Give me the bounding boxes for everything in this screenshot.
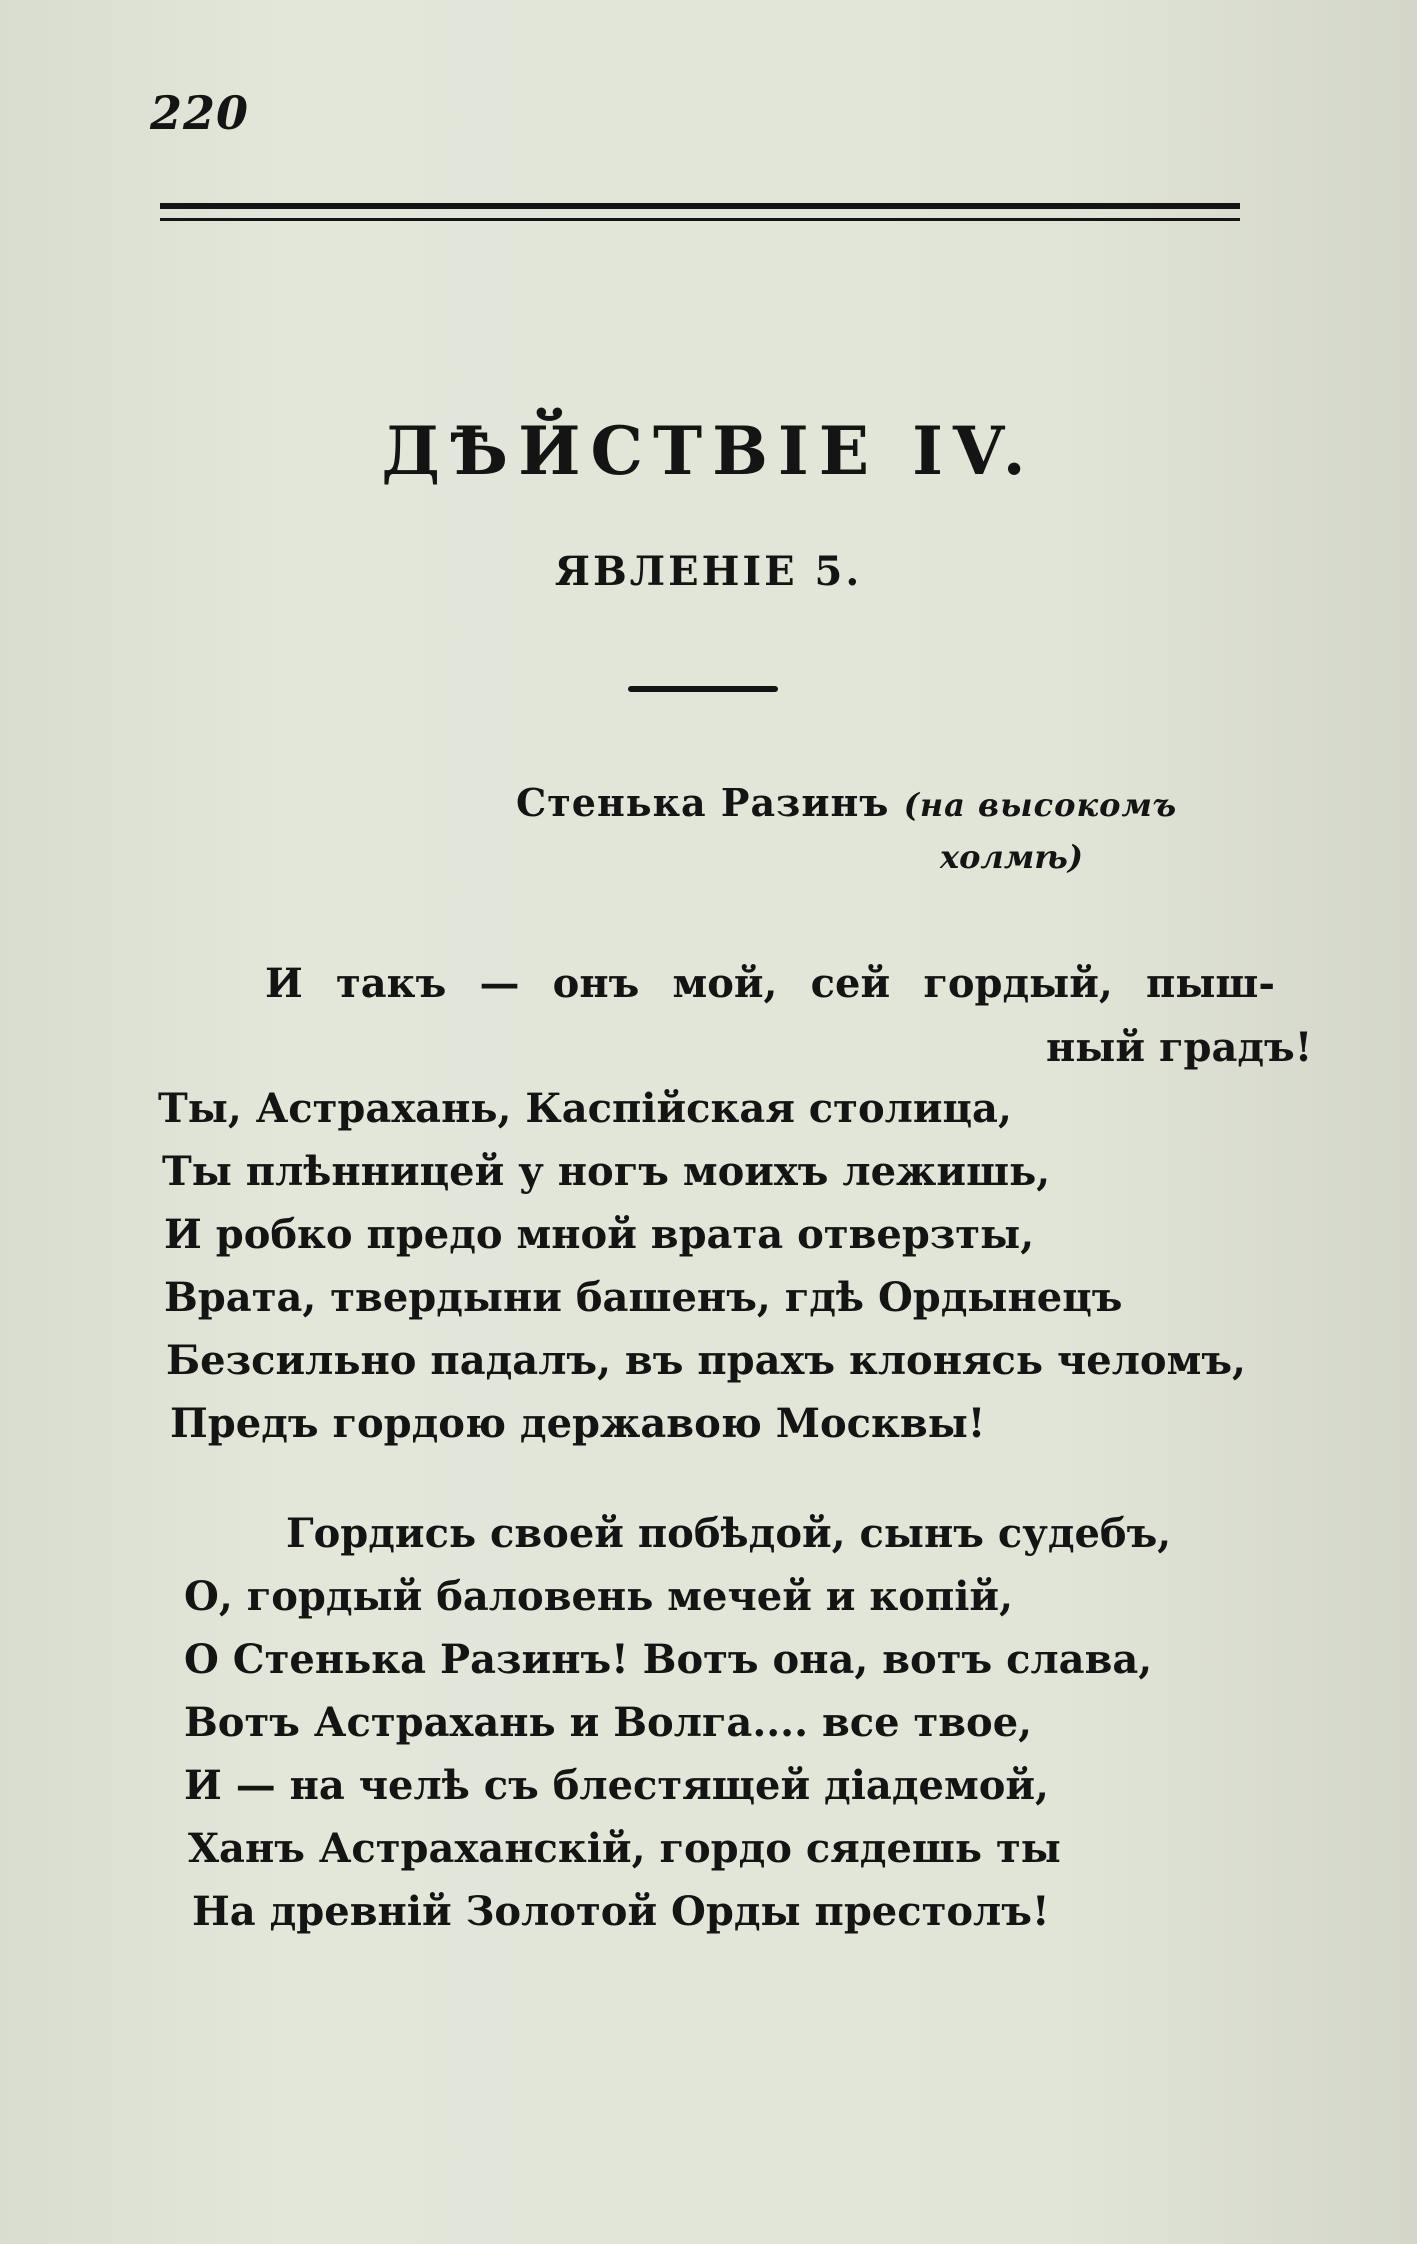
verse-line: Гордись своей побѣдой, сынъ судебъ, (286, 1510, 1172, 1557)
verse-line: Ты плѣнницей у ногъ моихъ лежишь, (162, 1148, 1051, 1195)
verse-line: Вотъ Астрахань и Волга.... все твое, (184, 1699, 1033, 1746)
verse-line: И такъ — онъ мой, сей гордый, пыш- (265, 960, 1275, 1007)
stage-direction-cont: холмѣ) (940, 838, 1083, 876)
section-divider (628, 686, 778, 692)
verse-line: Ты, Астрахань, Каспійская столица, (158, 1085, 1012, 1132)
verse-line: О, гордый баловень мечей и копій, (184, 1573, 1014, 1620)
verse-line: Ханъ Астраханскій, гордо сядешь ты (188, 1825, 1061, 1872)
page-number: 220 (150, 86, 250, 140)
header-rule-thick (160, 203, 1240, 209)
speaker-line (516, 780, 1177, 825)
verse-line: О Стенька Разинъ! Вотъ она, вотъ слава, (184, 1636, 1153, 1683)
stage-direction: (на высокомъ (903, 786, 1178, 824)
verse-line: И робко предо мной врата отверзты, (164, 1211, 1035, 1258)
act-title: ДѢЙСТВІЕ IV. (381, 412, 1036, 490)
header-rule-thin (160, 218, 1240, 221)
verse-line: Безсильно падалъ, въ прахъ клонясь челомъ, (166, 1337, 1246, 1384)
verse-line: Предъ гордою державою Москвы! (170, 1400, 986, 1447)
speaker-name: Стенька Разинъ (516, 780, 890, 825)
verse-line: На древній Золотой Орды престолъ! (192, 1888, 1050, 1935)
scene-title: ЯВЛЕНІЕ 5. (554, 548, 863, 595)
verse-line-cont: ный градъ! (1046, 1024, 1313, 1071)
verse-line: И — на челѣ съ блестящей діадемой, (184, 1762, 1049, 1809)
verse-line: Врата, твердыни башенъ, гдѣ Ордынецъ (164, 1274, 1123, 1321)
